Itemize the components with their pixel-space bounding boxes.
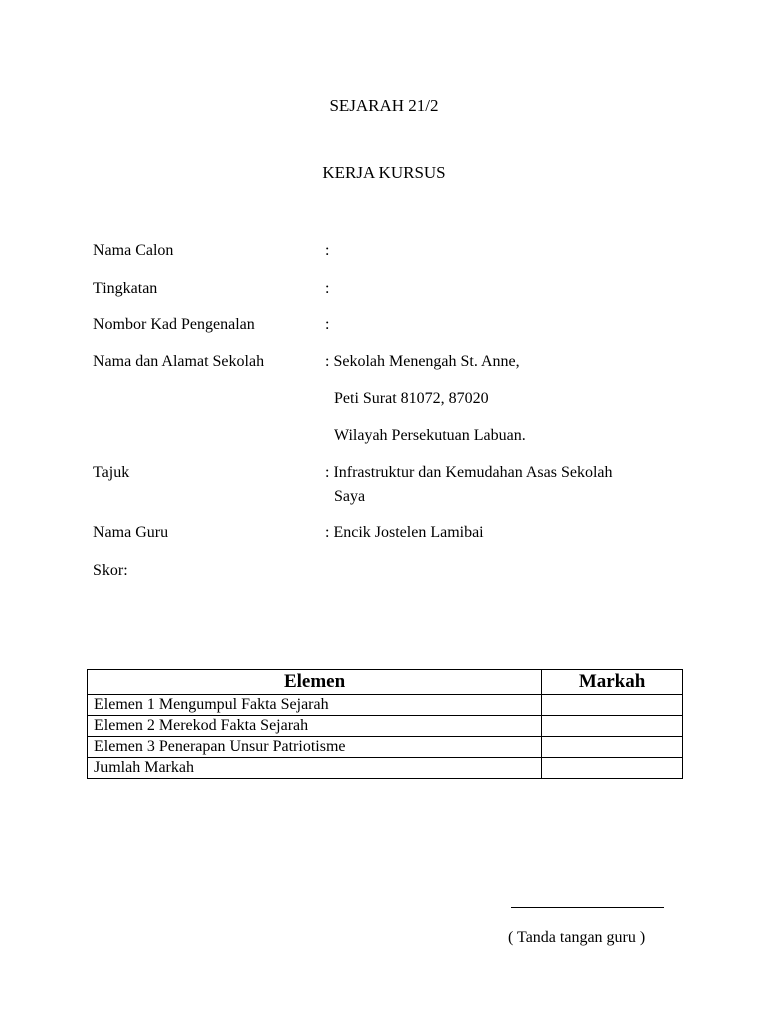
table-row xyxy=(88,695,683,716)
subject-heading: SEJARAH 21/2 xyxy=(329,96,439,115)
tingkatan-label: Tingkatan xyxy=(93,280,158,297)
table-row xyxy=(88,758,683,779)
nama-guru-value: : Encik Jostelen Lamibai xyxy=(325,524,484,541)
markah-cell xyxy=(542,758,683,779)
sekolah-line-2: Peti Surat 81072, 87020 xyxy=(334,390,489,407)
elemen-cell: Elemen 3 Penerapan Unsur Patriotisme xyxy=(88,737,542,758)
nombor-kad-value: : xyxy=(325,316,330,333)
tingkatan-value: : xyxy=(325,280,330,297)
nama-calon-value: : xyxy=(325,242,330,259)
signature-caption: ( Tanda tangan guru ) xyxy=(508,929,646,946)
table-row xyxy=(88,716,683,737)
table-row xyxy=(88,737,683,758)
sekolah-label: Nama dan Alamat Sekolah xyxy=(93,353,265,370)
tajuk-label: Tajuk xyxy=(93,464,130,481)
nama-guru-label: Nama Guru xyxy=(93,524,169,541)
header-markah: Markah xyxy=(542,670,683,695)
markah-cell xyxy=(542,695,683,716)
markah-cell xyxy=(542,716,683,737)
header-elemen: Elemen xyxy=(88,670,542,695)
markah-table xyxy=(87,669,683,779)
nama-calon-label: Nama Calon xyxy=(93,242,174,259)
skor-label: Skor: xyxy=(93,562,128,579)
elemen-cell: Jumlah Markah xyxy=(88,758,542,779)
markah-cell xyxy=(542,737,683,758)
elemen-cell: Elemen 2 Merekod Fakta Sejarah xyxy=(88,716,542,737)
tajuk-line-1: : Infrastruktur dan Kemudahan Asas Sekolah xyxy=(325,464,613,481)
signature-line xyxy=(511,907,664,908)
nombor-kad-label: Nombor Kad Pengenalan xyxy=(93,316,255,333)
tajuk-line-2: Saya xyxy=(334,488,366,505)
sekolah-line-3: Wilayah Persekutuan Labuan. xyxy=(334,427,526,444)
table-header-row xyxy=(88,670,683,695)
page-title: KERJA KURSUS xyxy=(322,163,446,182)
tajuk-value xyxy=(325,461,665,509)
elemen-cell: Elemen 1 Mengumpul Fakta Sejarah xyxy=(88,695,542,716)
sekolah-line-1: : Sekolah Menengah St. Anne, xyxy=(325,353,520,370)
